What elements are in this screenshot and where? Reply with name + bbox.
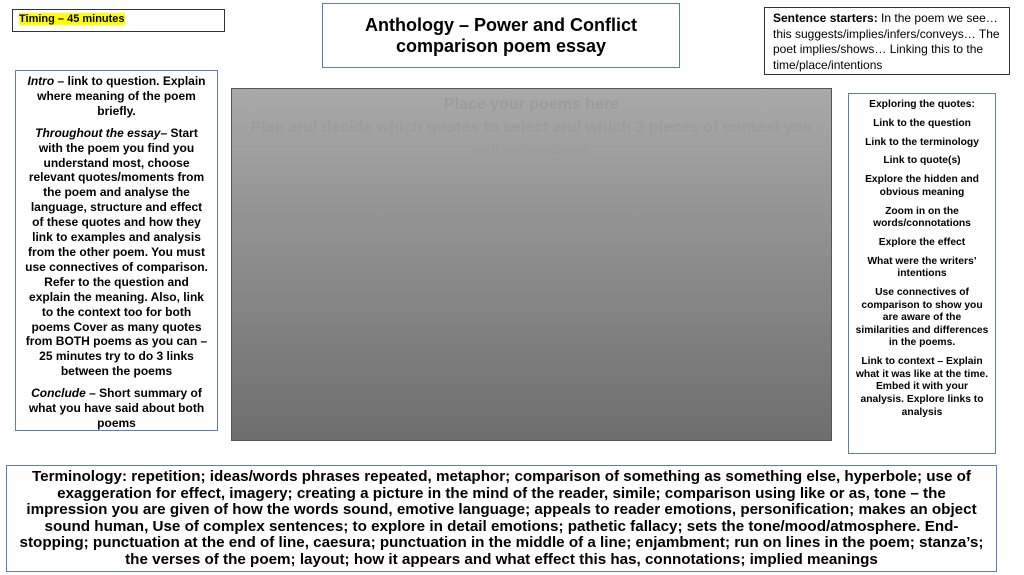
exploring-item: What were the writers’ intentions [867,255,977,280]
sentence-starters-label: Sentence starters: [773,11,878,25]
exploring-quotes-box [848,93,996,454]
intro-paragraph [24,74,209,119]
exploring-item: Use connectives of comparison to show you are aware of the similarities and differences in the poems. [855,287,989,349]
page-title [322,3,680,68]
essay-structure-box [15,70,218,431]
exploring-heading: Exploring the quotes: [869,99,975,110]
title-line-1: Anthology – Power and Conflict [364,14,637,35]
conclude-text: – Short summary of what you have said about both poems [28,386,205,430]
intro-label: Intro [27,74,55,88]
terminology-text: Terminology: repetition; ideas/words phrases repeated, metaphor; comparison of something as something else, hyperbole; use of exaggeration for effect, imagery; creating a picture in the mind of the reader, simile; comparison using like or as, tone – the impression you are given of how the words sound, emotive language; appeals to reader emotions, personification; makes an object sound human, Use of complex sentences; to explore in detail emotions; pathetic fallacy; sets the tone/mood/atmosphere. End-stopping; punctuation at the end of line, caesura; punctuation in the middle of a line; enjambment; run on lines in the poem; stanza’s; the verses of the poem; layout; how it appears and what effect this has, connotations; implied meanings [19,468,984,568]
timing-box [12,9,225,32]
exploring-item: Explore the hidden and obvious meaning [865,174,979,198]
sentence-starters-text: In the poem we see… this suggests/implies/infers/conveys… The poet implies/shows… Linking this to the time/place/intentions [773,11,1000,72]
exploring-item: Explore the effect [878,236,966,248]
exploring-item: Zoom in on the words/connotations [873,205,971,230]
conclude-label: Conclude [31,386,86,401]
title-line-2: comparison poem essay [395,35,607,56]
terminology-box [6,465,997,572]
sentence-starters-box [764,7,1010,75]
throughout-paragraph [24,126,209,379]
poems-placeholder-line-2: Plan and decide which quotes to select and which 3 pieces of context you will write about [250,119,813,159]
poems-placeholder-line-1: Place your poems here [443,96,620,113]
throughout-text: – Start with the poem you find you understand most, choose relevant quotes/moments from the poem and analyse the language, structure and effect of these quotes and how they link to examples and analysis from the other poem. You must use connectives of comparison. Refer to the question and explain the meaning. Also, link to the context too for both poems Cover as many quotes from BOTH poems as you can – 25 minutes try to do 3 links between the poems [25,125,208,379]
timing-label: Timing – 45 minutes [19,13,125,25]
poems-placeholder-box [231,88,832,441]
intro-text: – link to question. Explain where meaning of the poem briefly. [37,74,206,118]
exploring-item: Link to the terminology [865,136,979,148]
exploring-item: Link to quote(s) [883,155,961,167]
throughout-label: Throughout the essay [35,125,161,140]
exploring-item: Link to the question [873,117,971,129]
conclude-paragraph [24,386,209,431]
exploring-item: Link to context – Explain what it was like at the time. Embed it with your analysis. Explore links to analysis [855,356,989,418]
